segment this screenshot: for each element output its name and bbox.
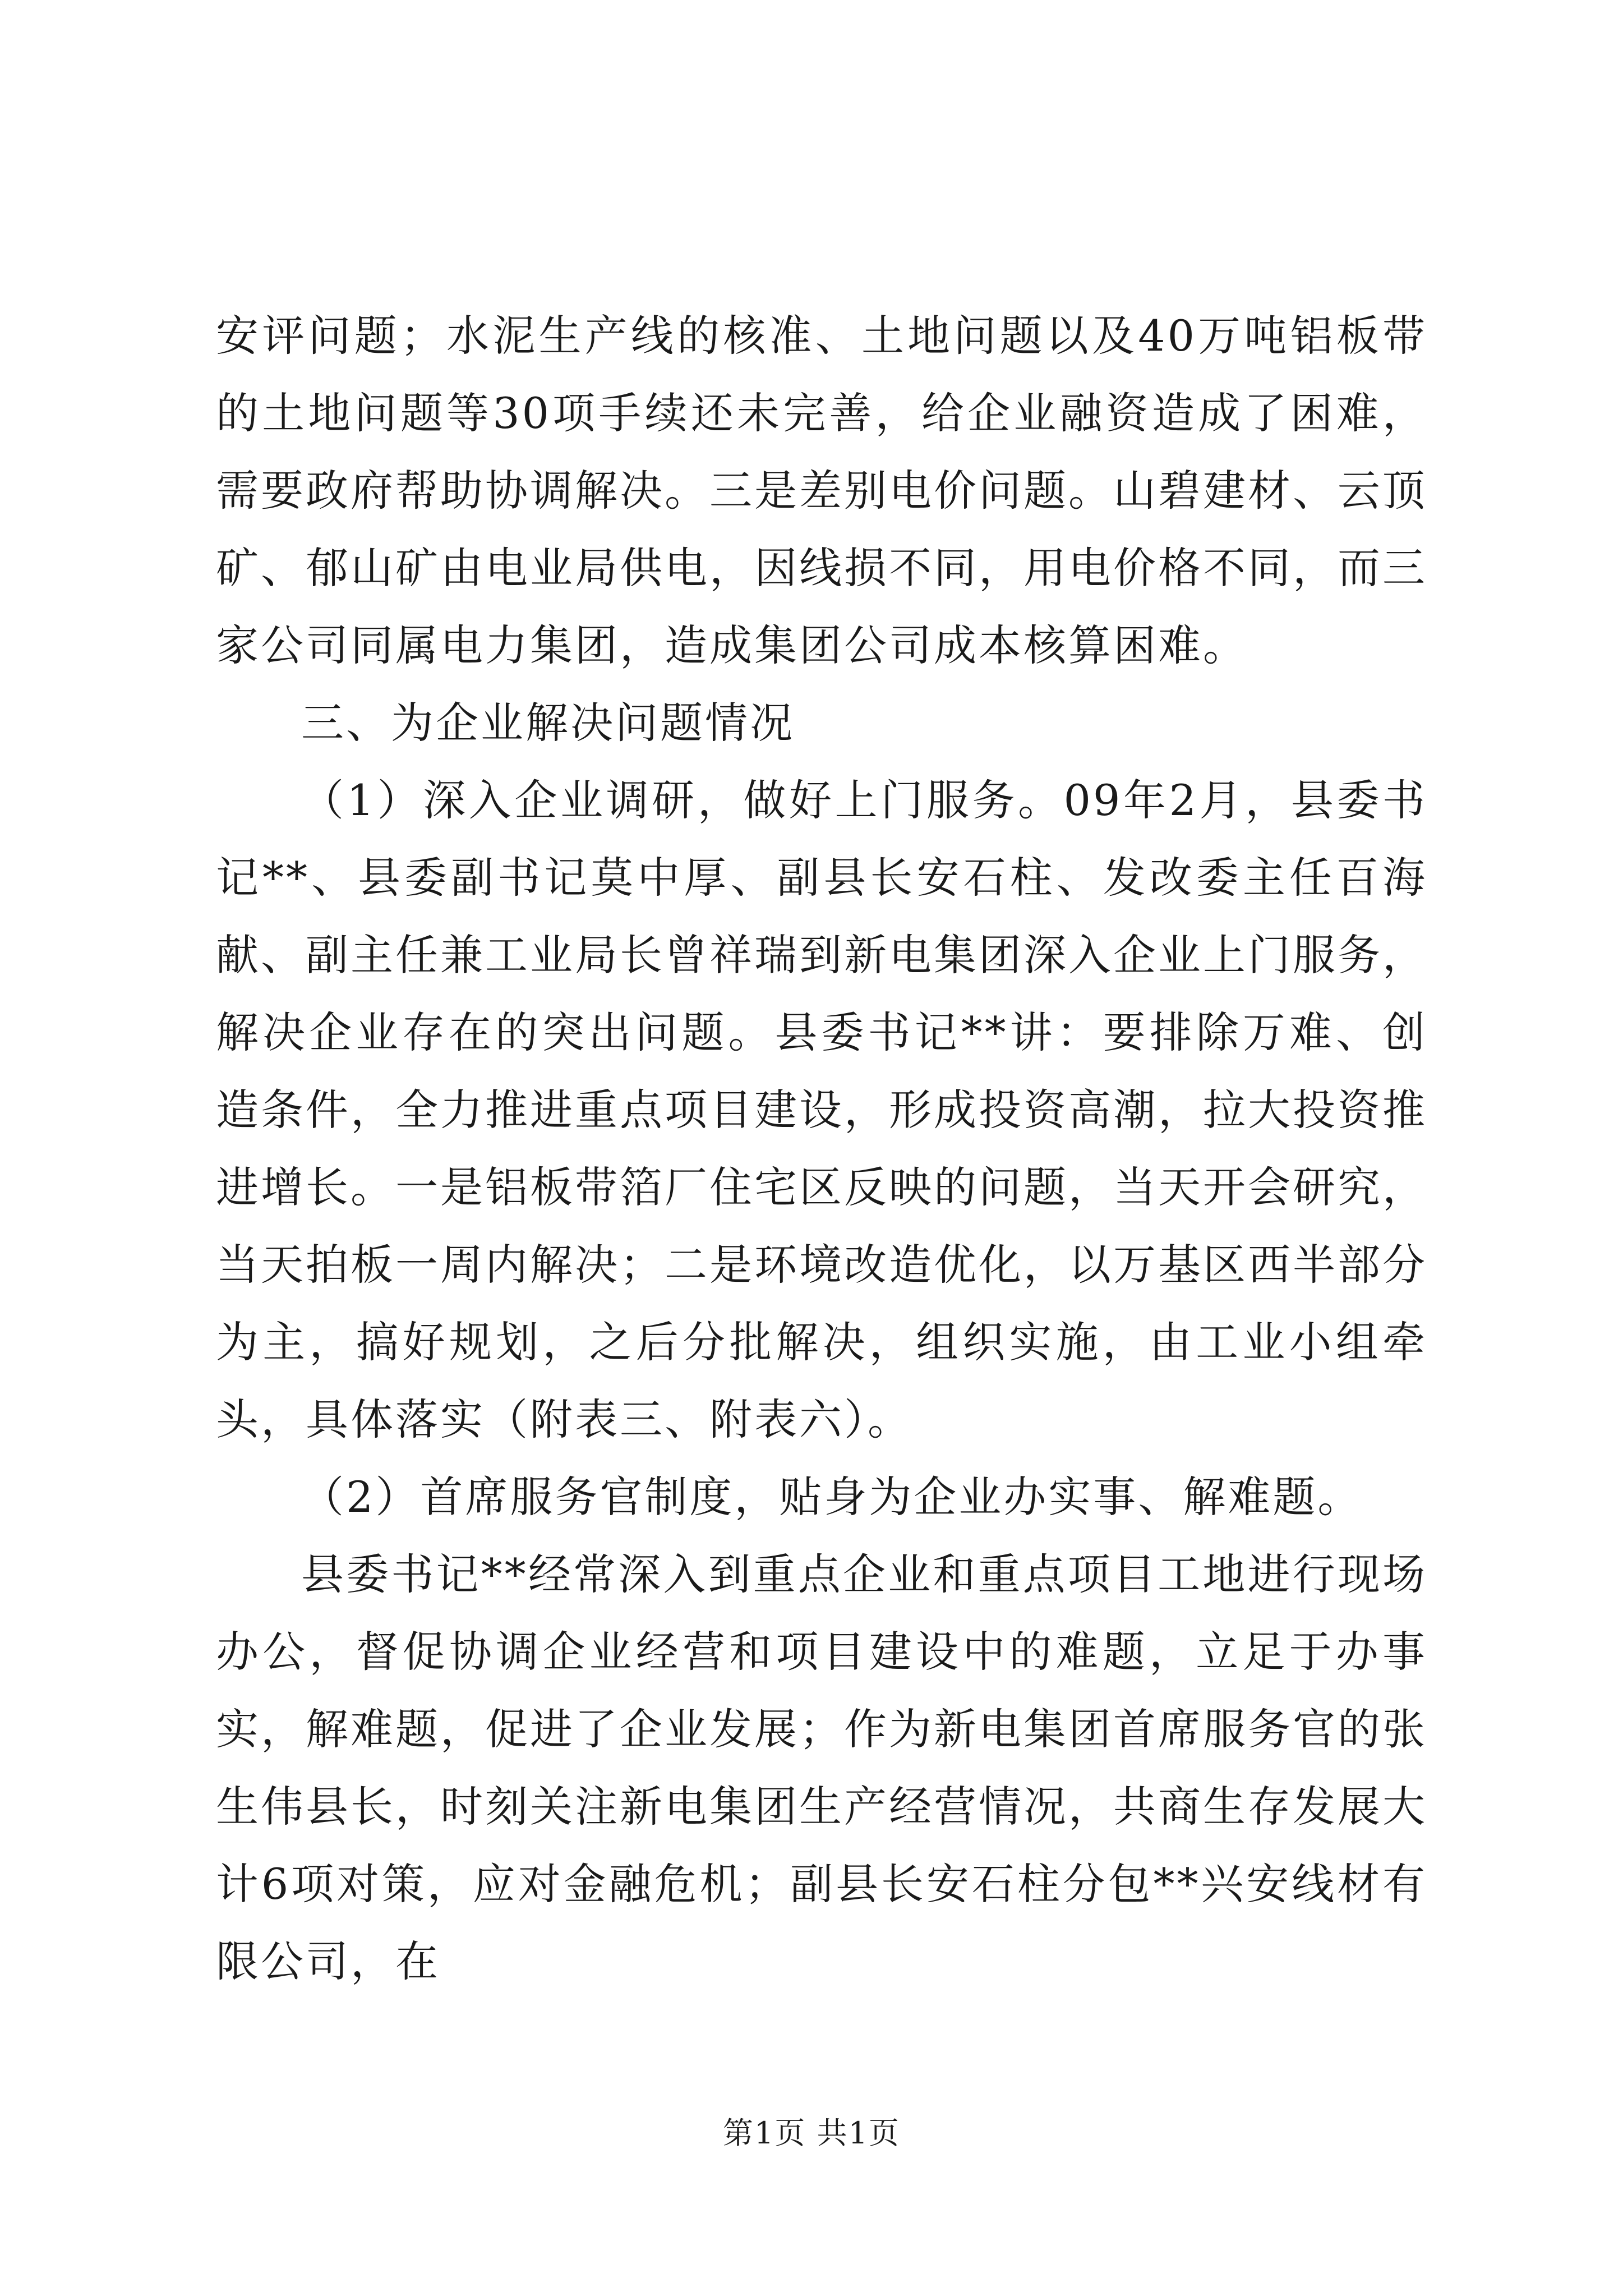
- paragraph-continuation: 安评问题；水泥生产线的核准、土地问题以及40万吨铝板带的土地问题等30项手续还未完善，给企业融资造成了困难，需要政府帮助协调解决。三是差别电价问题。山碧建材、云顶矿、郁山矿由电业局供电，因线损不同，用电价格不同，而三家公司同属电力集团，造成集团公司成本核算困难。: [216, 311, 1427, 670]
- paragraph-item-2: （2）首席服务官制度，贴身为企业办实事、解难题。: [301, 1472, 1363, 1522]
- section-heading: 三、为企业解决问题情况: [301, 698, 795, 748]
- document-body: [216, 297, 1427, 2000]
- paragraph-item-1: （1）深入企业调研，做好上门服务。09年2月，县委书记**、县委副书记莫中厚、副县长安石柱、发改委主任百海献、副主任兼工业局长曾祥瑞到新电集团深入企业上门服务，解决企业存在的突出问题。县委书记**讲：要排除万难、创造条件，全力推进重点项目建设，形成投资高潮，拉大投资推进增长。一是铝板带箔厂住宅区反映的问题，当天开会研究，当天拍板一周内解决；二是环境改造优化，以万基区西半部分为主，搞好规划，之后分批解决，组织实施，由工业小组牵头，具体落实（附表三、附表六）。: [216, 775, 1427, 1444]
- paragraph-body: 县委书记**经常深入到重点企业和重点项目工地进行现场办公，督促协调企业经营和项目建设中的难题，立足于办事实，解难题，促进了企业发展；作为新电集团首席服务官的张生伟县长，时刻关注新电集团生产经营情况，共商生存发展大计6项对策，应对金融危机；副县长安石柱分包**兴安线材有限公司，在: [216, 1549, 1427, 1986]
- page-footer: 第1页 共1页: [723, 2115, 900, 2151]
